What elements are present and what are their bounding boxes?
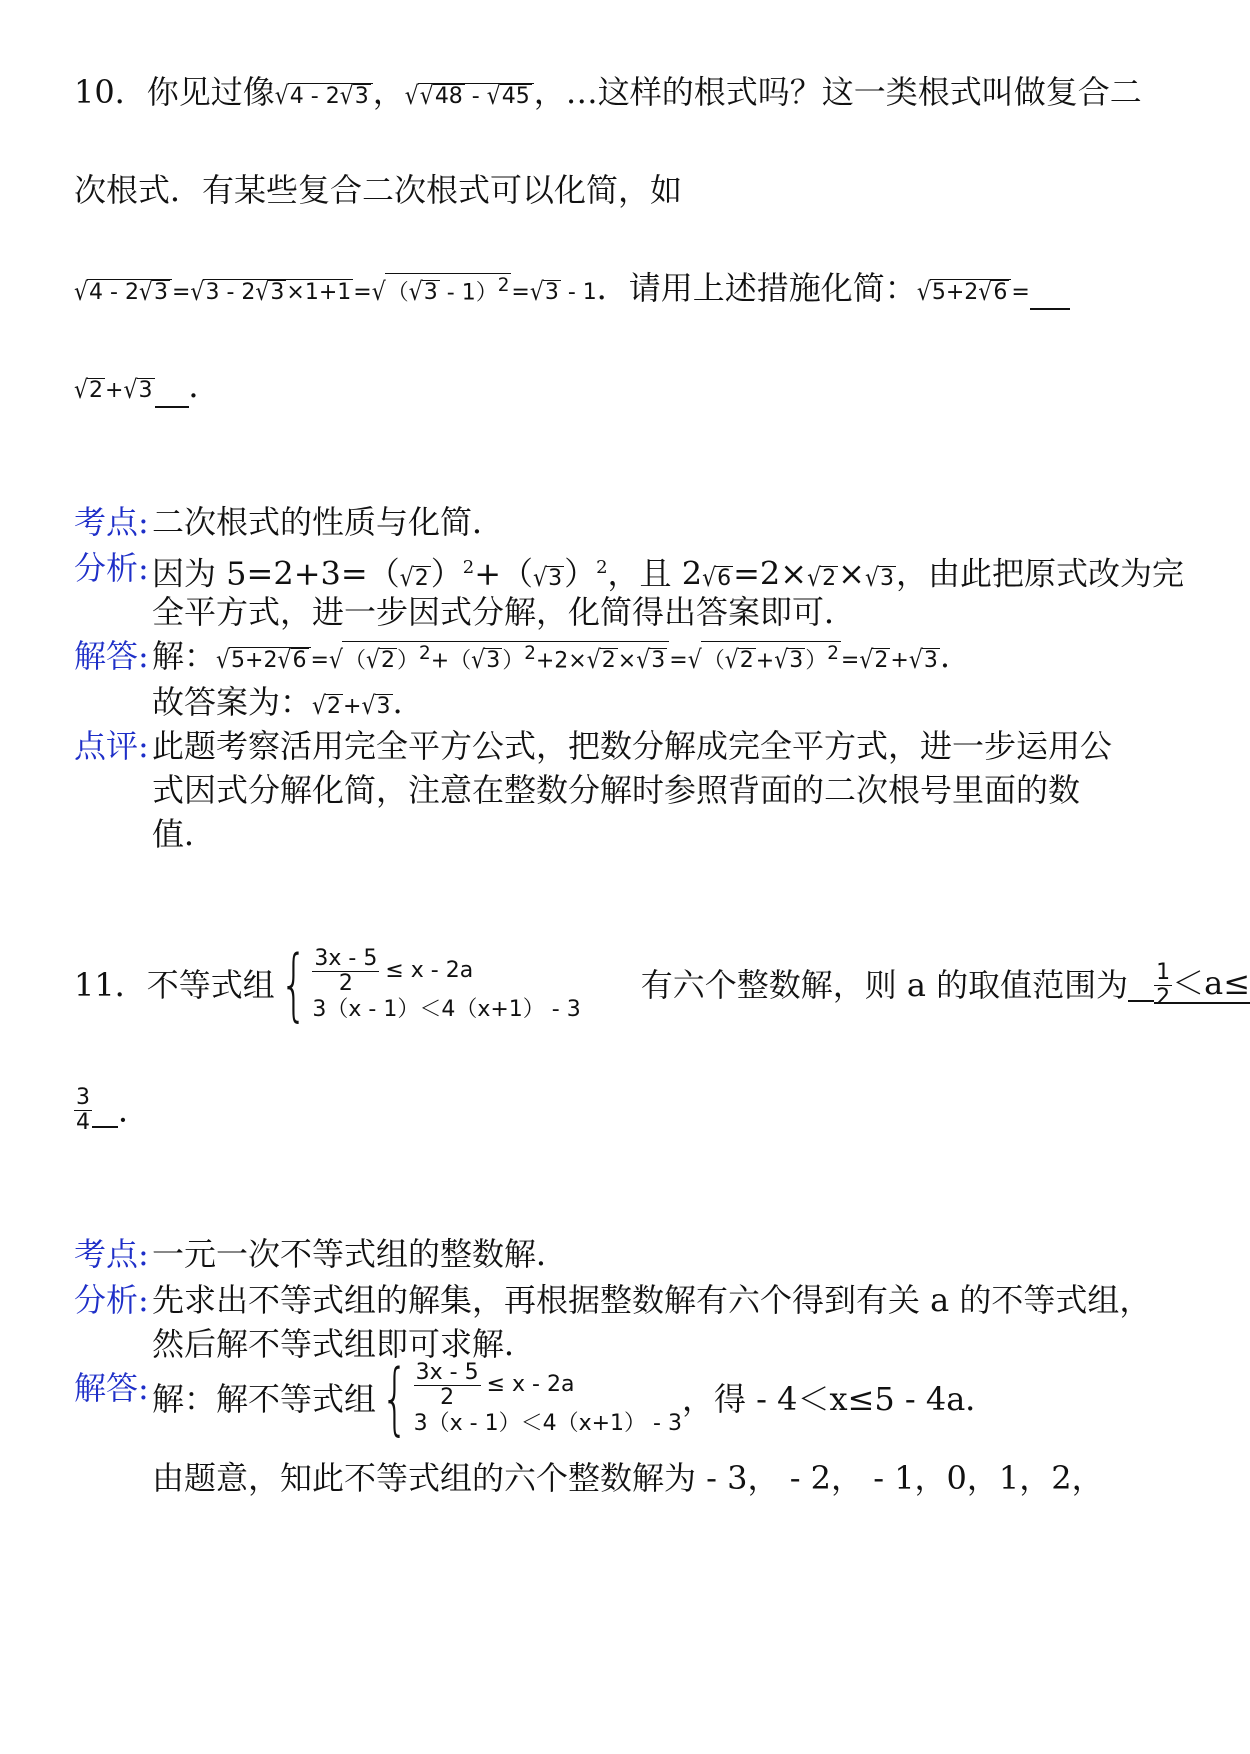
- radical-expr-2-b: 45: [501, 84, 530, 109]
- q10-number: 10．: [74, 73, 147, 111]
- jieda-math: $√5+2√6 =√(√2)^2+(√3)^2+2\times√2\times√3 =√(√2+√3)^2=√2+√3$: [216, 642, 938, 675]
- q10-line2: 次根式．有某些复合二次根式可以化简，如: [74, 171, 683, 209]
- kaodian-text: 二次根式的性质与化简．: [152, 503, 505, 541]
- fenxi-8: 6: [717, 565, 732, 591]
- ex-inner3: 3: [423, 280, 438, 305]
- jieda-sys-row2: 3（x - 1）＜4（x+1） - 3: [413, 1410, 682, 1436]
- jieda-g: ）: [502, 648, 525, 673]
- jieda-h: +2×: [535, 648, 587, 673]
- fenxi-2: 2: [414, 565, 429, 591]
- sys-num: 3x - 5: [314, 945, 378, 971]
- ex-eq3: =: [511, 280, 530, 305]
- jieda-i: 2: [601, 648, 616, 673]
- ex-rhs: 3 - 2: [205, 280, 256, 305]
- q11-text-a: 不等式组: [146, 966, 275, 1004]
- ans-mid: ＜a≤: [1172, 963, 1250, 1002]
- sys-den: 2: [338, 970, 353, 996]
- sys-row2: 3（x - 1）＜4（x+1） - 3: [312, 996, 581, 1022]
- answer-math: √2+√3: [74, 376, 153, 405]
- q11-jieda-a: 解：解不等式组: [152, 1380, 377, 1418]
- q11-number: 11．: [74, 966, 147, 1004]
- fenxi-7: ，且 2: [607, 554, 703, 593]
- fenxi-line1: 因为 $5=2+3=(√2)^2+(√3)^2$，且 2√6=2×√2×√3，由此把原式改为完: [152, 554, 1184, 593]
- dianping-line1: 此题考察活用完全平方公式，把数分解成完全平方式，进一步运用公: [152, 727, 1113, 765]
- q11-jieda-label: 解答:: [74, 1369, 149, 1407]
- jieda-l: （: [702, 648, 725, 673]
- q11-jieda-system: { $\frac{3x - 5}{2}$ ≤ x - 2a 3（x - 1）＜4（x+1） - 3: [381, 1354, 682, 1444]
- ex-minus1: - 1）: [439, 280, 498, 305]
- kaodian-label: 考点:: [74, 503, 149, 541]
- inequality-system: { $\frac{3x - 5}{2}$ ≤ x - 2a 3（x - 1）＜4（x+1） - 3: [279, 940, 581, 1030]
- q10-intro-b: ，…这样的根式吗？这一类根式叫做复合二: [533, 73, 1142, 111]
- q11-line1: [74, 940, 1250, 1030]
- q11-line2: [74, 1086, 150, 1135]
- q11-fenxi-line1: 先求出不等式组的解集，再根据整数解有六个得到有关 a 的不等式组，: [152, 1281, 1152, 1319]
- q11-jieda-line1: [152, 1354, 998, 1444]
- q11-jieda-line2: 由题意，知此不等式组的六个整数解为 - 3， - 2， - 1，0，1，2，: [152, 1459, 1104, 1497]
- fenxi-11: ×: [838, 554, 865, 593]
- fenxi-3: ）: [430, 554, 463, 593]
- answer-blank-end: [155, 366, 189, 408]
- answer-end: ．: [188, 367, 221, 405]
- radical-expr-2-a: 48: [434, 84, 463, 109]
- jieda-d: ）: [397, 648, 420, 673]
- fenxi-13: ，由此把原式改为完: [895, 554, 1184, 593]
- jieda-line2: 故答案为：√2+√3.: [152, 683, 403, 721]
- jieda-e: +（: [430, 648, 472, 673]
- dianping-label: 点评:: [74, 727, 149, 765]
- jieda-p: ）: [805, 648, 828, 673]
- q10-intro-a: 你见过像: [146, 73, 275, 111]
- fenxi-5: 3: [548, 565, 563, 591]
- fenxi-line2: 全平方式，进一步因式分解，化简得出答案即可．: [152, 593, 857, 631]
- radical-expr-2: √√48 - √45: [405, 84, 534, 109]
- fenxi-6: ）: [564, 554, 597, 593]
- ex-eq1: =: [171, 280, 191, 305]
- jieda-sys-den: 2: [440, 1384, 455, 1410]
- jieda-end: .: [939, 637, 951, 675]
- jieda-line2-text: 故答案为：: [152, 683, 313, 721]
- jieda-s: 3: [923, 648, 938, 673]
- fenxi-1: 因为 5=2+3=（: [152, 554, 400, 593]
- jieda-label: 解答:: [74, 637, 149, 675]
- jieda-line2-b: 3: [376, 694, 391, 719]
- sys-row1-tail: ≤ x - 2a: [385, 958, 474, 983]
- question-math: √5+2√6 =: [916, 278, 1030, 307]
- q10-line1: [74, 72, 1142, 117]
- fenxi-12: 3: [879, 565, 894, 591]
- jieda-m: 2: [739, 648, 754, 673]
- answer-blank-start: [1030, 268, 1070, 310]
- q11-blank-end: [92, 1094, 118, 1128]
- q11-kaodian-label: 考点:: [74, 1235, 149, 1273]
- ans-den: 2: [1156, 984, 1171, 1010]
- q-eq: =: [1011, 280, 1030, 305]
- fenxi-10: 2: [822, 565, 837, 591]
- jieda-line2-end: .: [392, 683, 403, 721]
- q11-kaodian-text: 一元一次不等式组的整数解．: [152, 1235, 569, 1273]
- jieda-o: 3: [789, 648, 804, 673]
- q10-example-line: [74, 268, 1070, 313]
- jieda-b: （: [343, 648, 366, 673]
- q-a: 5+2: [931, 280, 979, 305]
- ans2-den: 4: [76, 1110, 90, 1135]
- q11-fenxi-line2: 然后解不等式组即可求解．: [152, 1325, 537, 1363]
- jieda-n: +: [755, 648, 775, 673]
- jieda-f: 3: [486, 648, 501, 673]
- ans-num: 1: [1156, 959, 1171, 985]
- ex-sq: 2: [497, 274, 510, 296]
- dianping-line2: 式因式分解化简，注意在整数分解时参照背面的二次根号里面的数: [152, 771, 1081, 809]
- jieda-line1: [152, 636, 950, 681]
- q10-answer-line: [74, 366, 221, 411]
- fenxi-4: +（: [474, 554, 534, 593]
- ex-res-tail: - 1: [560, 280, 597, 305]
- answer-plus: +: [105, 378, 124, 403]
- q11-text-b: 有六个整数解，则 a 的取值范围为: [640, 966, 1129, 1004]
- fenxi-9: =2×: [733, 554, 808, 593]
- jieda-6: 6: [292, 648, 307, 673]
- answer-b: 3: [138, 378, 153, 403]
- jieda-j: ×: [617, 648, 637, 673]
- ans2-num: 3: [76, 1085, 90, 1110]
- answer-a: 2: [89, 378, 104, 403]
- q10-sep: ，: [372, 73, 405, 111]
- q11-end: ．: [118, 1091, 151, 1130]
- ex-lhs: 4 - 2: [89, 280, 139, 305]
- radical-expr-2-mid: -: [464, 84, 487, 109]
- ex-rhs-3: 3: [270, 280, 285, 305]
- ex-rhs-tail: ×1+1: [286, 280, 352, 305]
- example-math: √4 - 2√3 =√3 - 2√3×1+1=√（√3 - 1）$^2$=√3 - 1: [74, 274, 597, 307]
- q11-blank: [1128, 968, 1154, 1002]
- ex-lhs-3: 3: [153, 280, 168, 305]
- fenxi-label: 分析:: [74, 549, 149, 587]
- ans2-frac: [74, 1086, 92, 1135]
- q11-jieda-b: ，得 - 4＜x≤5 - 4a．: [681, 1380, 998, 1418]
- q11-answer: [1154, 959, 1250, 1010]
- ex-eq2: =: [353, 280, 372, 305]
- jieda-line2-a: 2: [327, 694, 342, 719]
- ex-text: ．请用上述措施化简：: [596, 269, 917, 307]
- jieda-k: 3: [651, 648, 666, 673]
- radical-expr-1: √4 - 2√3: [275, 84, 373, 109]
- jieda-sys-row1-tail: ≤ x - 2a: [486, 1372, 575, 1397]
- ex-res3: 3: [544, 280, 559, 305]
- jieda-r: +: [890, 648, 909, 673]
- dianping-line3: 值．: [152, 815, 217, 853]
- jieda-line2-plus: +: [343, 694, 362, 719]
- jieda-c: 2: [381, 648, 396, 673]
- radical-expr-1-text: 4 - 2: [289, 84, 340, 109]
- q11-fenxi-label: 分析:: [74, 1281, 149, 1319]
- q-6: 6: [993, 280, 1008, 305]
- jieda-eq: 5+2: [231, 648, 278, 673]
- ex-paren: （: [386, 280, 409, 305]
- jieda-a: 解：: [152, 637, 217, 675]
- radical-expr-1-inner: 3: [354, 84, 369, 109]
- jieda-q: 2: [827, 642, 839, 664]
- jieda-sys-num: 3x - 5: [415, 1359, 479, 1385]
